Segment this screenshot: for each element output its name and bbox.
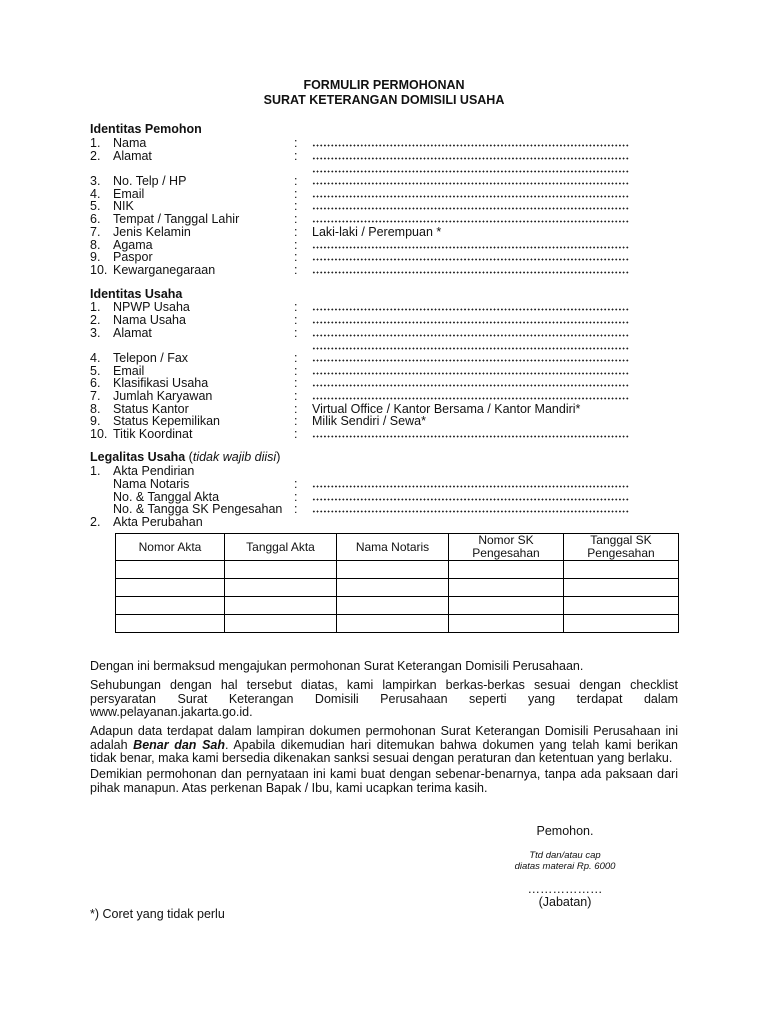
jabatan-label: (Jabatan): [538, 895, 592, 909]
table-cell[interactable]: [337, 561, 449, 579]
pemohon-field-3-number: 3.: [90, 174, 101, 188]
table-cell[interactable]: [225, 615, 337, 633]
pemohon-field-2-number: 2.: [90, 149, 101, 163]
signature-dots: ………………: [527, 882, 603, 896]
footnote: *) Coret yang tidak perlu: [90, 907, 225, 921]
akta-pendirian-label: Akta Pendirian: [113, 464, 195, 478]
pemohon-field-7-value: Laki-laki / Perempuan *: [312, 225, 442, 239]
table-cell[interactable]: [116, 597, 225, 615]
usaha-field-2-input-line[interactable]: [312, 321, 630, 324]
pemohon-label: Pemohon.: [536, 824, 594, 838]
paragraph-intro: Dengan ini bermaksud mengajukan permohonan Surat Keterangan Domisili Perusahaan.: [90, 659, 584, 673]
table-cell[interactable]: [564, 561, 679, 579]
akta-subfield-2-label: No. & Tanggal Akta: [113, 490, 220, 504]
usaha-field-1-input-line[interactable]: [312, 308, 630, 311]
pemohon-field-3-label: No. Telp / HP: [113, 174, 187, 188]
akta-subfield-1-row: [90, 477, 650, 491]
pemohon-field-10-number: 10.: [90, 263, 108, 277]
pemohon-field-9-input-line[interactable]: [312, 258, 630, 261]
akta-subfield-3-input-line[interactable]: [312, 510, 630, 513]
pernyataan-text-2: . Apabila dikemudian hari ditemukan bahwa dokumen yang telah kami berikan tidak benar, maka kami bersedia dikenakan sanksi sesuai dengan peraturan dan ketentuan yang berlaku.: [90, 737, 679, 765]
col-header-nomor-akta: Nomor Akta: [116, 534, 225, 561]
table-cell[interactable]: [337, 615, 449, 633]
pemohon-field-8-number: 8.: [90, 238, 101, 252]
pemohon-field-10-input-line[interactable]: [312, 271, 630, 274]
table-row: [116, 615, 679, 633]
pemohon-field-6-input-line[interactable]: [312, 220, 630, 223]
usaha-field-1-label: NPWP Usaha: [113, 300, 190, 314]
table-cell[interactable]: [564, 615, 679, 633]
section-identitas-usaha-heading: Identitas Usaha: [90, 287, 183, 301]
usaha-field-2-row: [90, 313, 650, 327]
akta-subfield-2-input-line[interactable]: [312, 498, 630, 501]
usaha-field-10-number: 10.: [90, 427, 108, 441]
usaha-field-5-colon: :: [294, 364, 298, 378]
pemohon-field-9-number: 9.: [90, 250, 101, 264]
usaha-field-6-label: Klasifikasi Usaha: [113, 376, 209, 390]
legalitas-note-open: (: [188, 450, 193, 464]
pemohon-field-9-label: Paspor: [113, 250, 153, 264]
pemohon-field-8-colon: :: [294, 238, 298, 252]
usaha-field-4-number: 4.: [90, 351, 101, 365]
table-cell[interactable]: [225, 597, 337, 615]
benar-dan-sah-emphasis: Benar dan Sah: [133, 737, 225, 752]
paragraph-lampiran: Sehubungan dengan hal tersebut diatas, kami lampirkan berkas-berkas sesuai dengan checklist persyaratan Surat Keterangan Domisili Perusahaan seperti yang terdapat dalam www.pelayanan.jakarta.go.id.: [90, 678, 678, 719]
pemohon-field-2-colon: :: [294, 149, 298, 163]
akta-perubahan-label: Akta Perubahan: [113, 515, 203, 529]
usaha-alamat-input-line-2[interactable]: [312, 347, 630, 350]
pemohon-field-10-label: Kewarganegaraan: [113, 263, 216, 277]
table-cell[interactable]: [449, 579, 564, 597]
legalitas-note-close: ): [276, 450, 281, 464]
legalitas-heading-text: Legalitas Usaha: [90, 450, 186, 464]
col-header-tanggal-akta: Tanggal Akta: [225, 534, 337, 561]
akta-subfield-1-label: Nama Notaris: [113, 477, 190, 491]
pemohon-field-4-input-line[interactable]: [312, 195, 630, 198]
table-cell[interactable]: [337, 597, 449, 615]
pemohon-field-4-label: Email: [113, 187, 145, 201]
table-row: [116, 561, 679, 579]
usaha-field-2-label: Nama Usaha: [113, 313, 186, 327]
pemohon-field-2-input-line[interactable]: [312, 157, 630, 160]
pemohon-field-1-colon: :: [294, 136, 298, 150]
usaha-field-1-colon: :: [294, 300, 298, 314]
paragraph-penutup: Demikian permohonan dan pernyataan ini kami buat dengan sebenar-benarnya, tanpa ada paksaan dari pihak manapun. Atas perkenan Bapak / Ibu, kami ucapkan terima kasih.: [90, 767, 678, 795]
akta-subfield-3-label: No. & Tangga SK Pengesahan: [113, 502, 283, 516]
akta-perubahan-row: [90, 515, 650, 529]
col-header-nama-notaris: Nama Notaris: [337, 534, 449, 561]
pemohon-field-10-row: [90, 263, 650, 277]
usaha-field-3-colon: :: [294, 326, 298, 340]
usaha-field-7-colon: :: [294, 389, 298, 403]
pemohon-field-9-colon: :: [294, 250, 298, 264]
usaha-field-7-input-line[interactable]: [312, 397, 630, 400]
akta-subfield-3-colon: :: [294, 502, 298, 516]
table-cell[interactable]: [564, 597, 679, 615]
usaha-field-9-colon: :: [294, 414, 298, 428]
pemohon-field-4-number: 4.: [90, 187, 101, 201]
usaha-field-3-label: Alamat: [113, 326, 152, 340]
usaha-field-7-number: 7.: [90, 389, 101, 403]
table-row: [116, 597, 679, 615]
pemohon-field-6-colon: :: [294, 212, 298, 226]
akta-pendirian-number: 1.: [90, 464, 101, 478]
form-title: FORMULIR PERMOHONAN: [303, 78, 465, 92]
pemohon-field-7-label: Jenis Kelamin: [113, 225, 191, 239]
ttd-note-line1: Ttd dan/atau cap: [529, 850, 601, 861]
pemohon-field-1-label: Nama: [113, 136, 147, 150]
akta-subfield-2-colon: :: [294, 490, 298, 504]
usaha-field-2-colon: :: [294, 313, 298, 327]
akta-subfield-1-input-line[interactable]: [312, 485, 630, 488]
pemohon-field-7-row: [90, 225, 650, 239]
table-cell[interactable]: [564, 579, 679, 597]
pemohon-field-5-label: NIK: [113, 199, 134, 213]
table-cell[interactable]: [225, 561, 337, 579]
table-row: [116, 579, 679, 597]
pemohon-field-5-row: [90, 199, 650, 213]
table-cell[interactable]: [337, 579, 449, 597]
usaha-field-7-label: Jumlah Karyawan: [113, 389, 213, 403]
usaha-field-3-row: [90, 326, 650, 340]
pemohon-field-2-label: Alamat: [113, 149, 152, 163]
pemohon-field-10-colon: :: [294, 263, 298, 277]
pernyataan-text-1: Adapun data terdapat dalam lampiran dokumen permohonan Surat Keterangan Domisili Perusahaan ini adalah: [90, 724, 678, 752]
ttd-note-line2: diatas materai Rp. 6000: [514, 861, 616, 872]
usaha-field-6-input-line[interactable]: [312, 384, 630, 387]
usaha-field-9-row: [90, 414, 650, 428]
akta-subfield-1-colon: :: [294, 477, 298, 491]
pemohon-field-6-number: 6.: [90, 212, 101, 226]
pemohon-field-1-row: [90, 136, 650, 150]
usaha-field-3-number: 3.: [90, 326, 101, 340]
pemohon-field-9-row: [90, 250, 650, 264]
table-cell[interactable]: [116, 579, 225, 597]
akta-perubahan-number: 2.: [90, 515, 101, 529]
akta-perubahan-table: [115, 533, 679, 633]
akta-pendirian-row: [90, 464, 650, 478]
usaha-field-6-row: [90, 376, 650, 390]
pemohon-alamat-input-line-2[interactable]: [312, 170, 630, 173]
usaha-field-8-number: 8.: [90, 402, 101, 416]
usaha-field-9-number: 9.: [90, 414, 101, 428]
usaha-field-4-row: [90, 351, 650, 365]
usaha-field-1-number: 1.: [90, 300, 101, 314]
legalitas-note: tidak wajib diisi: [192, 450, 277, 464]
pemohon-field-3-colon: :: [294, 174, 298, 188]
usaha-field-5-label: Email: [113, 364, 145, 378]
table-cell[interactable]: [116, 615, 225, 633]
pemohon-field-6-label: Tempat / Tanggal Lahir: [113, 212, 240, 226]
usaha-field-4-label: Telepon / Fax: [113, 351, 189, 365]
pemohon-field-2-row: [90, 149, 650, 163]
usaha-field-4-colon: :: [294, 351, 298, 365]
usaha-field-10-input-line[interactable]: [312, 435, 630, 438]
pemohon-field-7-colon: :: [294, 225, 298, 239]
table-cell[interactable]: [225, 579, 337, 597]
col-header-tanggal-sk: Tanggal SK Pengesahan: [564, 534, 679, 561]
table-cell[interactable]: [449, 615, 564, 633]
usaha-field-1-row: [90, 300, 650, 314]
section-legalitas-usaha-heading: [90, 450, 280, 464]
table-cell[interactable]: [116, 561, 225, 579]
usaha-field-3-input-line[interactable]: [312, 334, 630, 337]
usaha-field-9-value: Milik Sendiri / Sewa*: [312, 414, 426, 428]
pemohon-field-3-input-line[interactable]: [312, 182, 630, 185]
usaha-field-2-number: 2.: [90, 313, 101, 327]
usaha-field-10-colon: :: [294, 427, 298, 441]
usaha-field-9-label: Status Kepemilikan: [113, 414, 221, 428]
table-cell[interactable]: [449, 597, 564, 615]
usaha-field-6-number: 6.: [90, 376, 101, 390]
pemohon-field-5-number: 5.: [90, 199, 101, 213]
pemohon-field-5-input-line[interactable]: [312, 207, 630, 210]
akta-subfield-3-row: [90, 502, 650, 516]
table-header-row: [116, 534, 679, 561]
usaha-field-8-value: Virtual Office / Kantor Bersama / Kantor Mandiri*: [312, 402, 581, 416]
pemohon-field-7-number: 7.: [90, 225, 101, 239]
pemohon-field-1-input-line[interactable]: [312, 144, 630, 147]
table-cell[interactable]: [449, 561, 564, 579]
pemohon-field-1-number: 1.: [90, 136, 101, 150]
paragraph-pernyataan: [90, 725, 678, 766]
col-header-nomor-sk: Nomor SK Pengesahan: [449, 534, 564, 561]
usaha-field-7-row: [90, 389, 650, 403]
usaha-field-8-label: Status Kantor: [113, 402, 189, 416]
pemohon-field-3-row: [90, 174, 650, 188]
usaha-field-10-label: Titik Koordinat: [113, 427, 193, 441]
usaha-field-5-number: 5.: [90, 364, 101, 378]
pemohon-field-4-colon: :: [294, 187, 298, 201]
usaha-field-4-input-line[interactable]: [312, 359, 630, 362]
usaha-field-8-colon: :: [294, 402, 298, 416]
pemohon-field-6-row: [90, 212, 650, 226]
form-subtitle: SURAT KETERANGAN DOMISILI USAHA: [263, 93, 505, 107]
usaha-field-6-colon: :: [294, 376, 298, 390]
pemohon-field-8-input-line[interactable]: [312, 246, 630, 249]
pemohon-field-8-label: Agama: [113, 238, 153, 252]
pemohon-field-5-colon: :: [294, 199, 298, 213]
usaha-field-5-input-line[interactable]: [312, 372, 630, 375]
usaha-field-10-row: [90, 427, 650, 441]
section-identitas-pemohon-heading: Identitas Pemohon: [90, 122, 202, 136]
